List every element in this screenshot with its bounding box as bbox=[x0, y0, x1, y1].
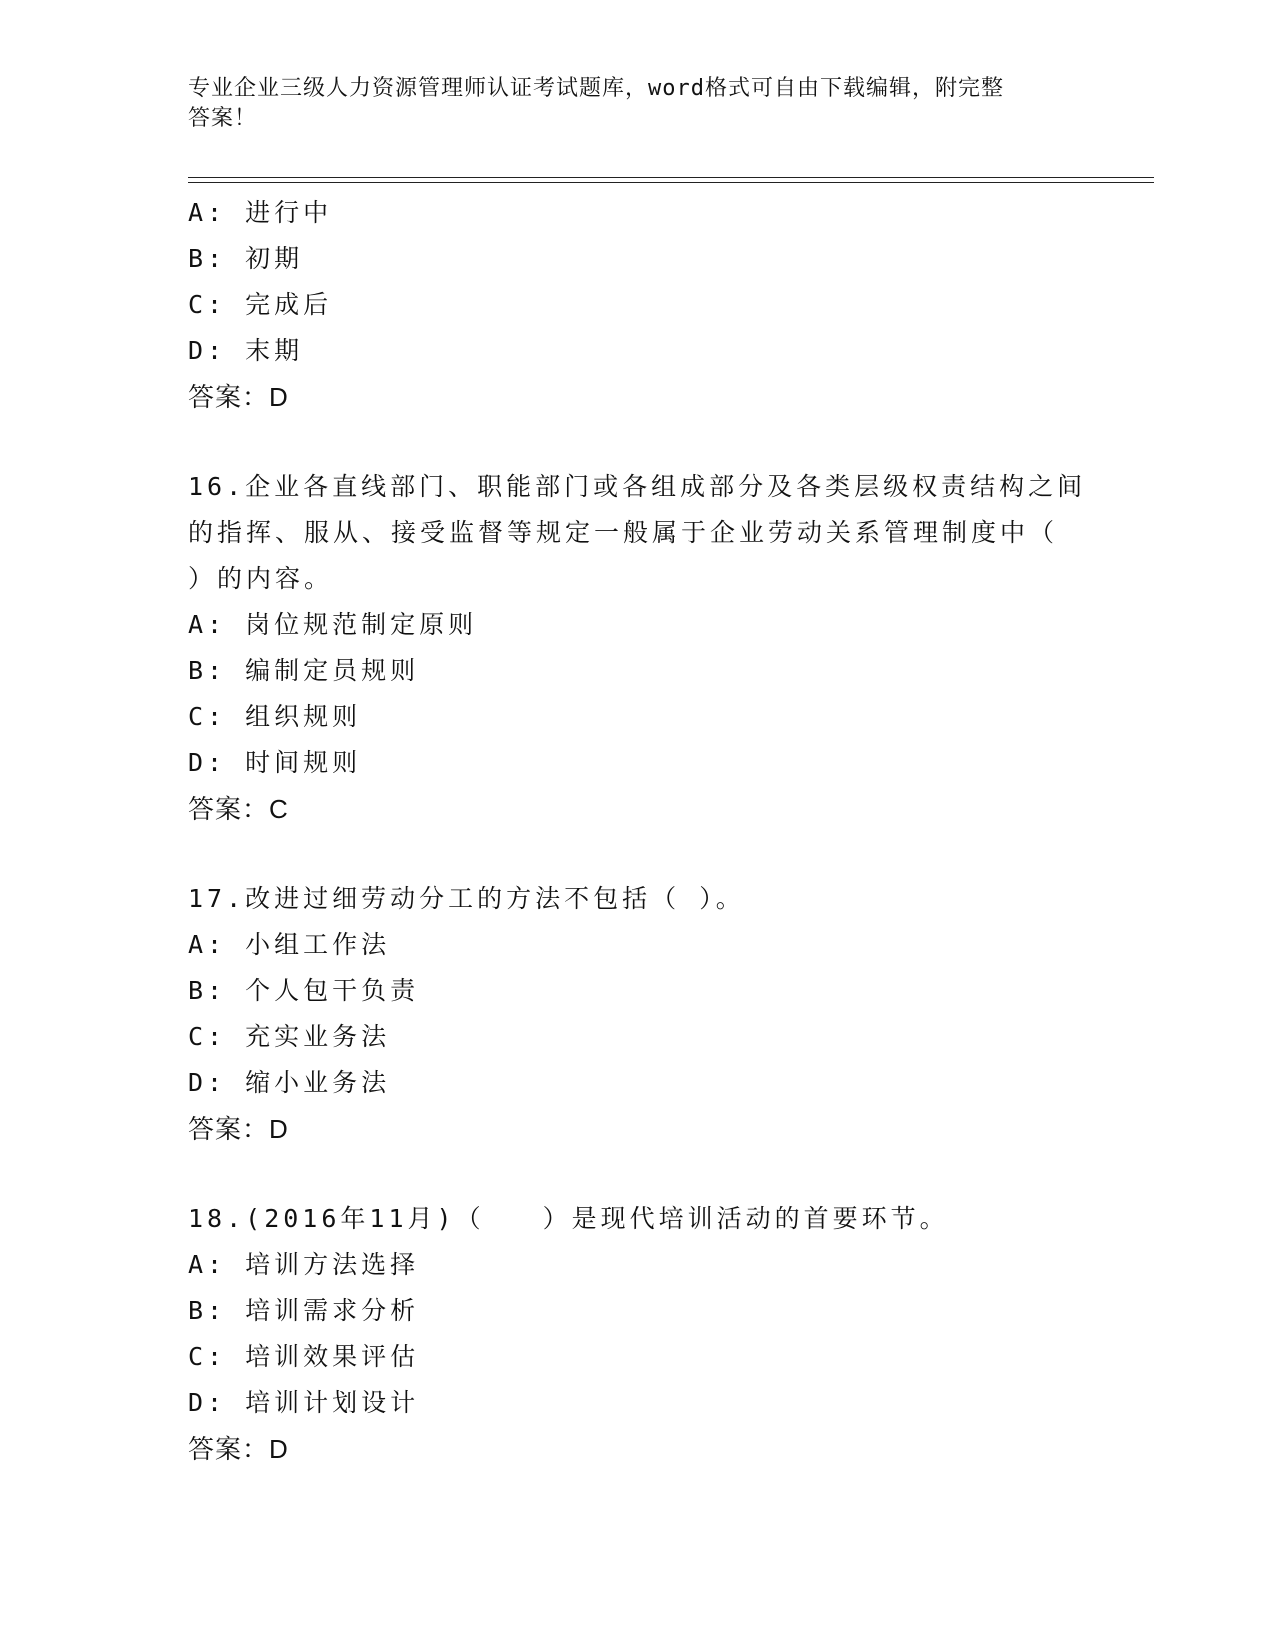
question-stem-line: 17.改进过细劳动分工的方法不包括（ ）。 bbox=[188, 884, 745, 913]
header-divider-bottom bbox=[188, 182, 1154, 183]
option-a: A: 小组工作法 bbox=[188, 930, 391, 959]
option-d: D: 时间规则 bbox=[188, 748, 362, 777]
option-b: B: 初期 bbox=[188, 244, 304, 273]
question-block bbox=[188, 876, 1088, 1152]
question-stem-line: 18.(2016年11月)（ ）是现代培训活动的首要环节。 bbox=[188, 1204, 949, 1233]
question-stem bbox=[188, 876, 1088, 922]
option-a: A: 培训方法选择 bbox=[188, 1250, 420, 1279]
option-c: C: 充实业务法 bbox=[188, 1022, 391, 1051]
answer-line: 答案：D bbox=[188, 1114, 289, 1144]
option-b: B: 编制定员规则 bbox=[188, 656, 420, 685]
option-d: D: 缩小业务法 bbox=[188, 1068, 391, 1097]
question-block bbox=[188, 1196, 1088, 1472]
header-line-1: 专业企业三级人力资源管理师认证考试题库，word格式可自由下载编辑，附完整 bbox=[188, 76, 1004, 101]
answer-line: 答案：C bbox=[188, 794, 289, 824]
option-c: C: 完成后 bbox=[188, 290, 333, 319]
header-line-2: 答案！ bbox=[188, 106, 258, 131]
answer-line: 答案：D bbox=[188, 382, 289, 412]
question-stem bbox=[188, 464, 1088, 602]
question-stem-line: 16.企业各直线部门、职能部门或各组成部分及各类层级权责结构之间 bbox=[188, 472, 1087, 501]
question-block bbox=[188, 464, 1088, 832]
option-c: C: 组织规则 bbox=[188, 702, 362, 731]
option-b: B: 培训需求分析 bbox=[188, 1296, 420, 1325]
question-list bbox=[188, 190, 1088, 1516]
page-header bbox=[188, 74, 1088, 134]
option-c: C: 培训效果评估 bbox=[188, 1342, 420, 1371]
option-a: A: 进行中 bbox=[188, 198, 333, 227]
question-stem bbox=[188, 1196, 1088, 1242]
option-d: D: 末期 bbox=[188, 336, 304, 365]
answer-line: 答案：D bbox=[188, 1434, 289, 1464]
option-d: D: 培训计划设计 bbox=[188, 1388, 420, 1417]
question-stem-line: ）的内容。 bbox=[188, 564, 334, 593]
question-block bbox=[188, 190, 1088, 420]
question-stem-line: 的指挥、服从、接受监督等规定一般属于企业劳动关系管理制度中（ bbox=[188, 518, 1059, 547]
option-b: B: 个人包干负责 bbox=[188, 976, 420, 1005]
option-a: A: 岗位规范制定原则 bbox=[188, 610, 478, 639]
header-divider-top bbox=[188, 177, 1154, 178]
